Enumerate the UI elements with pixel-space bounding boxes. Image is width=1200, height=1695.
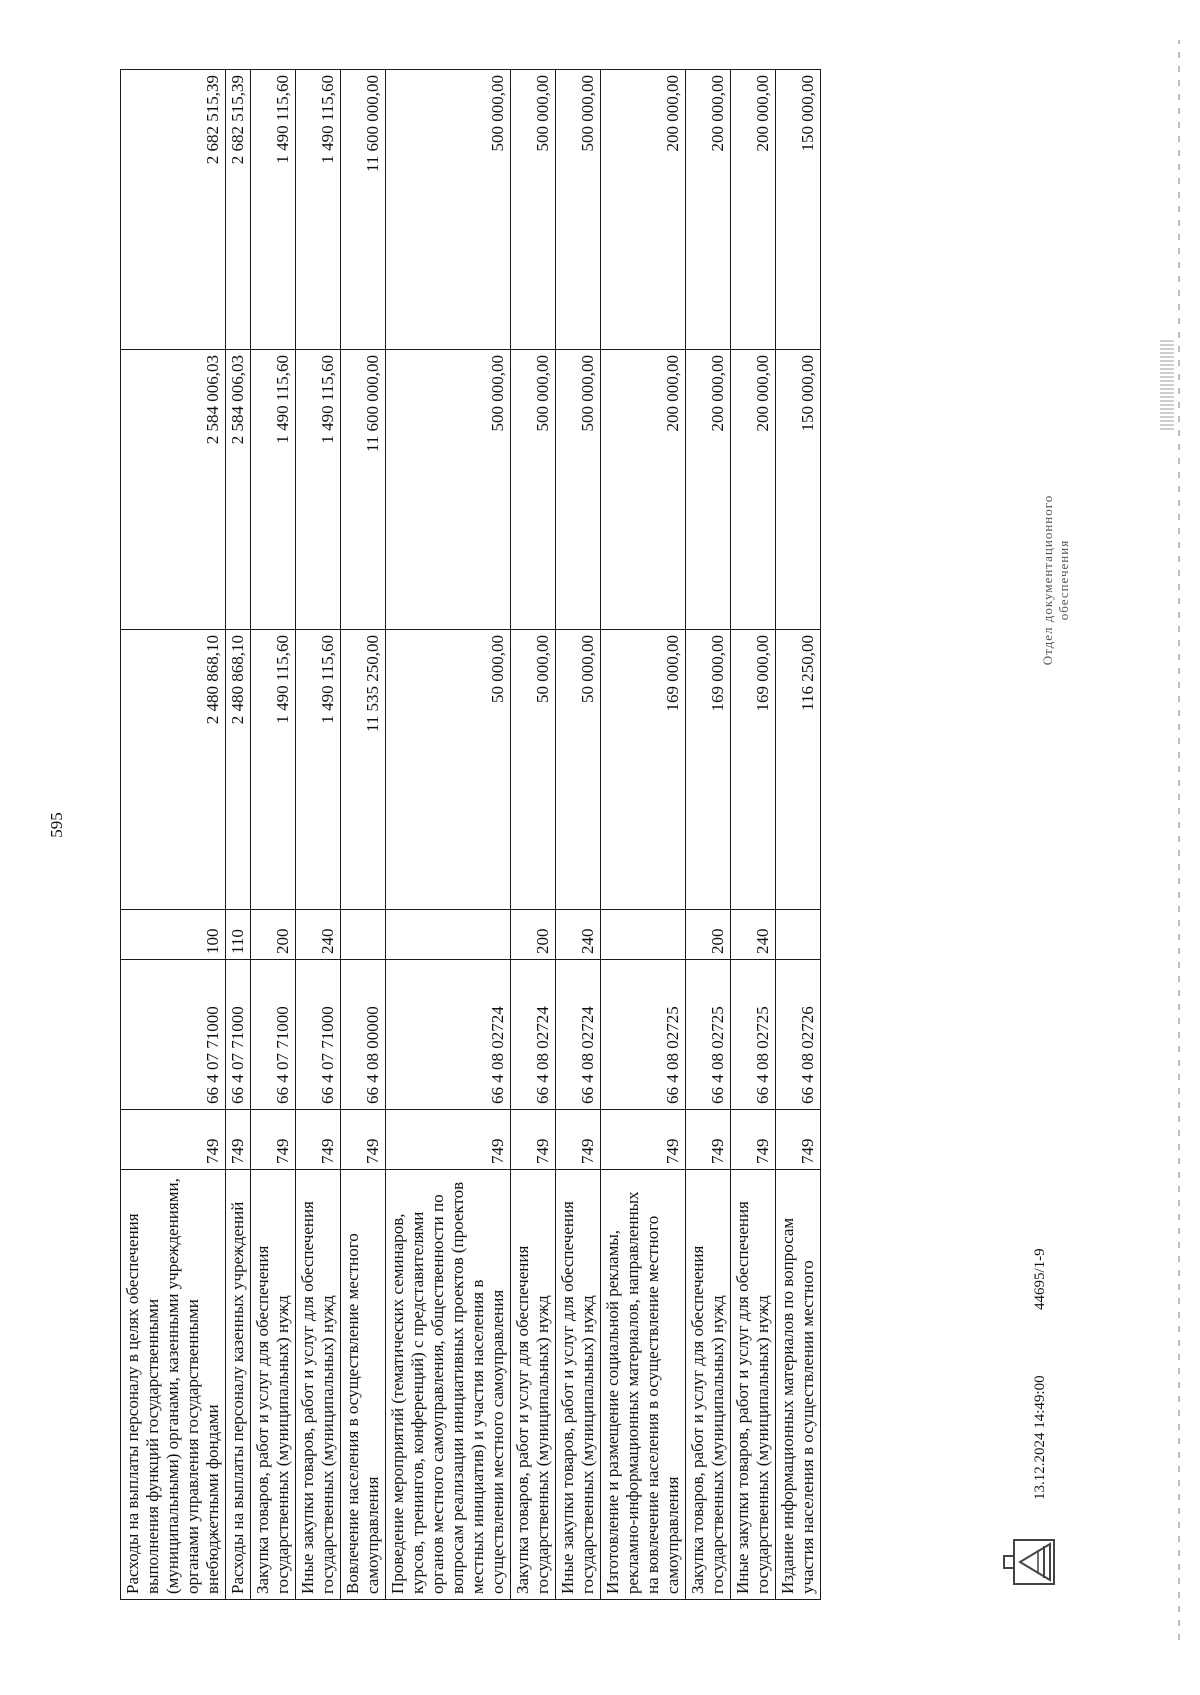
- cell-amount-1: 2 480 868,10: [121, 630, 226, 910]
- cell-grbs: 749: [601, 1110, 686, 1170]
- budget-table: [120, 69, 821, 1600]
- cell-target-article: 66 4 07 71000: [226, 960, 251, 1110]
- cell-name: Иные закупки товаров, работ и услуг для обеспечения государственных (муниципальных) нужд: [731, 1170, 776, 1600]
- cell-amount-1: 50 000,00: [511, 630, 556, 910]
- cell-amount-3: 150 000,00: [776, 70, 821, 350]
- table-row: [226, 70, 251, 1600]
- cell-amount-2: 11 600 000,00: [341, 350, 386, 630]
- rotated-page: [0, 40, 1200, 1640]
- cell-name: Издание информационных материалов по вопросам участия населения в осуществлении местного: [776, 1170, 821, 1600]
- cell-amount-3: 1 490 115,60: [251, 70, 296, 350]
- cell-amount-1: 11 535 250,00: [341, 630, 386, 910]
- footer-date: 13.12.2024 14:49:00: [1032, 1375, 1048, 1500]
- cell-grbs: 749: [776, 1110, 821, 1170]
- cell-expense-type: 100: [121, 910, 226, 960]
- table-row: [386, 70, 511, 1600]
- cell-expense-type: 200: [251, 910, 296, 960]
- cell-name: Расходы на выплаты персоналу казенных учреждений: [226, 1170, 251, 1600]
- cell-expense-type: 200: [511, 910, 556, 960]
- cell-amount-1: 50 000,00: [556, 630, 601, 910]
- cell-name: Иные закупки товаров, работ и услуг для обеспечения государственных (муниципальных) нужд: [556, 1170, 601, 1600]
- cell-expense-type: 240: [556, 910, 601, 960]
- cell-expense-type: [386, 910, 511, 960]
- cell-grbs: 749: [511, 1110, 556, 1170]
- cell-amount-3: 200 000,00: [731, 70, 776, 350]
- cell-amount-1: 169 000,00: [686, 630, 731, 910]
- cell-target-article: 66 4 07 71000: [296, 960, 341, 1110]
- cell-amount-2: 1 490 115,60: [296, 350, 341, 630]
- table-row: [556, 70, 601, 1600]
- cell-amount-3: 2 682 515,39: [226, 70, 251, 350]
- table-row: [731, 70, 776, 1600]
- cell-amount-1: 169 000,00: [601, 630, 686, 910]
- stamp-line-2: обеспечения: [1056, 539, 1071, 621]
- cell-name: Изготовление и размещение социальной рекламы, рекламно-информационных материалов, направленных на вовлечение населения в осуществление местного самоуправления: [601, 1170, 686, 1600]
- cell-expense-type: 240: [296, 910, 341, 960]
- cell-expense-type: [601, 910, 686, 960]
- table-row: [511, 70, 556, 1600]
- table-row: [686, 70, 731, 1600]
- cell-grbs: 749: [386, 1110, 511, 1170]
- scan-artifact: [1160, 340, 1174, 430]
- cell-amount-2: 2 584 006,03: [226, 350, 251, 630]
- cell-expense-type: 110: [226, 910, 251, 960]
- cell-amount-1: 2 480 868,10: [226, 630, 251, 910]
- scan-edge: [1178, 40, 1180, 1640]
- cell-target-article: 66 4 08 02724: [556, 960, 601, 1110]
- cell-amount-3: 500 000,00: [386, 70, 511, 350]
- cell-amount-2: 200 000,00: [686, 350, 731, 630]
- cell-amount-1: 1 490 115,60: [296, 630, 341, 910]
- cell-amount-3: 200 000,00: [601, 70, 686, 350]
- table-row: [121, 70, 226, 1600]
- cell-target-article: 66 4 07 71000: [251, 960, 296, 1110]
- cell-name: Иные закупки товаров, работ и услуг для обеспечения государственных (муниципальных) нужд: [296, 1170, 341, 1600]
- cell-amount-1: 50 000,00: [386, 630, 511, 910]
- cell-grbs: 749: [121, 1110, 226, 1170]
- table-row: [601, 70, 686, 1600]
- cell-grbs: 749: [686, 1110, 731, 1170]
- cell-name: Закупка товаров, работ и услуг для обеспечения государственных (муниципальных) нужд: [511, 1170, 556, 1600]
- page-number: 595: [47, 812, 66, 838]
- cell-name: Закупка товаров, работ и услуг для обеспечения государственных (муниципальных) нужд: [251, 1170, 296, 1600]
- cell-expense-type: [341, 910, 386, 960]
- cell-target-article: 66 4 07 71000: [121, 960, 226, 1110]
- cell-amount-3: 200 000,00: [686, 70, 731, 350]
- cell-name: Проведение мероприятий (тематических семинаров, курсов, тренингов, конференций) с представителями органов местного самоуправления, общественности по вопросам реализации инициативных проектов (проектов местных инициатив) и участия населения в осуществлении местного самоуправления: [386, 1170, 511, 1600]
- table-row: [251, 70, 296, 1600]
- cell-amount-2: 200 000,00: [601, 350, 686, 630]
- cell-expense-type: 240: [731, 910, 776, 960]
- cell-target-article: 66 4 08 02724: [511, 960, 556, 1110]
- cell-target-article: 66 4 08 02724: [386, 960, 511, 1110]
- cell-grbs: 749: [296, 1110, 341, 1170]
- cell-amount-2: 150 000,00: [776, 350, 821, 630]
- cell-expense-type: [776, 910, 821, 960]
- table-row: [776, 70, 821, 1600]
- coat-of-arms-icon: [1000, 1532, 1062, 1592]
- cell-grbs: 749: [341, 1110, 386, 1170]
- cell-amount-2: 500 000,00: [511, 350, 556, 630]
- cell-target-article: 66 4 08 00000: [341, 960, 386, 1110]
- cell-amount-3: 500 000,00: [556, 70, 601, 350]
- cell-expense-type: 200: [686, 910, 731, 960]
- cell-amount-3: 2 682 515,39: [121, 70, 226, 350]
- cell-target-article: 66 4 08 02725: [686, 960, 731, 1110]
- cell-name: Закупка товаров, работ и услуг для обеспечения государственных (муниципальных) нужд: [686, 1170, 731, 1600]
- cell-amount-2: 500 000,00: [386, 350, 511, 630]
- cell-grbs: 749: [731, 1110, 776, 1170]
- footer-doc-number: 44695/1-9: [1032, 1248, 1048, 1310]
- cell-amount-2: 200 000,00: [731, 350, 776, 630]
- cell-name: Расходы на выплаты персоналу в целях обеспечения выполнения функций государственными (муниципальными) органами, казенными учреждениями, органами управления государственными внебюджетными фондами: [121, 1170, 226, 1600]
- cell-target-article: 66 4 08 02725: [731, 960, 776, 1110]
- cell-grbs: 749: [251, 1110, 296, 1170]
- cell-grbs: 749: [556, 1110, 601, 1170]
- cell-amount-3: 11 600 000,00: [341, 70, 386, 350]
- cell-name: Вовлечение населения в осуществление местного самоуправления: [341, 1170, 386, 1600]
- cell-amount-2: 2 584 006,03: [121, 350, 226, 630]
- cell-amount-1: 1 490 115,60: [251, 630, 296, 910]
- cell-amount-2: 500 000,00: [556, 350, 601, 630]
- cell-amount-2: 1 490 115,60: [251, 350, 296, 630]
- stamp-line-1: Отдел документационного: [1040, 494, 1055, 666]
- cell-target-article: 66 4 08 02725: [601, 960, 686, 1110]
- cell-amount-1: 169 000,00: [731, 630, 776, 910]
- table-row: [296, 70, 341, 1600]
- cell-target-article: 66 4 08 02726: [776, 960, 821, 1110]
- table-row: [341, 70, 386, 1600]
- cell-grbs: 749: [226, 1110, 251, 1170]
- cell-amount-1: 116 250,00: [776, 630, 821, 910]
- cell-amount-3: 1 490 115,60: [296, 70, 341, 350]
- department-stamp: [1040, 400, 1072, 760]
- cell-amount-3: 500 000,00: [511, 70, 556, 350]
